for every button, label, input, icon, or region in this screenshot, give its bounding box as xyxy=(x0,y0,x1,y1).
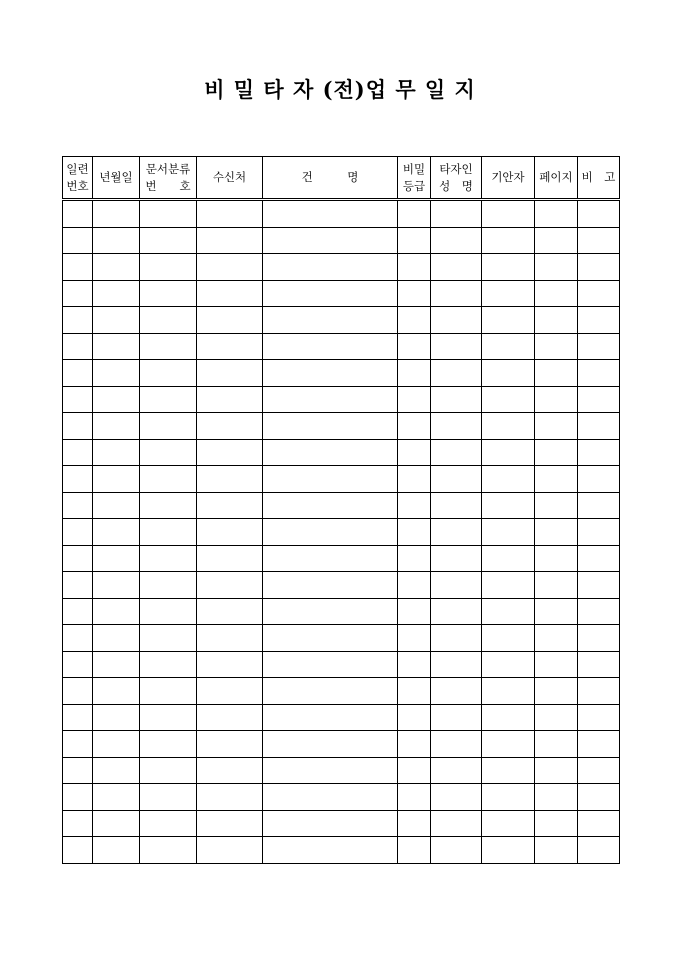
table-cell-serial[interactable] xyxy=(63,837,93,864)
table-cell-recipient[interactable] xyxy=(197,280,263,307)
table-cell-serial[interactable] xyxy=(63,360,93,387)
table-cell-drafter[interactable] xyxy=(482,598,535,625)
table-cell-pages[interactable] xyxy=(535,545,578,572)
table-cell-drafter[interactable] xyxy=(482,227,535,254)
table-cell-typist[interactable] xyxy=(431,386,482,413)
table-cell-secret_level[interactable] xyxy=(398,280,431,307)
table-cell-remarks[interactable] xyxy=(578,625,620,652)
header-remarks: 비 고 xyxy=(578,157,620,200)
table-cell-remarks[interactable] xyxy=(578,784,620,811)
table-cell-doc_class[interactable] xyxy=(140,386,197,413)
table-cell-pages[interactable] xyxy=(535,678,578,705)
table-cell-doc_class[interactable] xyxy=(140,837,197,864)
table-cell-pages[interactable] xyxy=(535,598,578,625)
table-cell-date[interactable] xyxy=(93,625,140,652)
table-cell-secret_level[interactable] xyxy=(398,519,431,546)
table-cell-typist[interactable] xyxy=(431,704,482,731)
table-cell-serial[interactable] xyxy=(63,678,93,705)
table-cell-pages[interactable] xyxy=(535,200,578,228)
table-cell-pages[interactable] xyxy=(535,360,578,387)
table-cell-secret_level[interactable] xyxy=(398,598,431,625)
table-cell-typist[interactable] xyxy=(431,227,482,254)
table-cell-secret_level[interactable] xyxy=(398,360,431,387)
table-row xyxy=(63,439,620,466)
table-cell-subject[interactable] xyxy=(263,572,398,599)
table-cell-remarks[interactable] xyxy=(578,439,620,466)
table-cell-secret_level[interactable] xyxy=(398,466,431,493)
table-cell-secret_level[interactable] xyxy=(398,492,431,519)
table-cell-recipient[interactable] xyxy=(197,413,263,440)
table-cell-secret_level[interactable] xyxy=(398,333,431,360)
table-cell-doc_class[interactable] xyxy=(140,598,197,625)
header-document-class-number: 문서분류 번 호 xyxy=(140,157,197,200)
table-cell-drafter[interactable] xyxy=(482,731,535,758)
table-cell-secret_level[interactable] xyxy=(398,413,431,440)
table-cell-serial[interactable] xyxy=(63,731,93,758)
table-cell-date[interactable] xyxy=(93,572,140,599)
table-cell-remarks[interactable] xyxy=(578,200,620,228)
table-row xyxy=(63,254,620,281)
table-cell-serial[interactable] xyxy=(63,200,93,228)
table-cell-drafter[interactable] xyxy=(482,625,535,652)
table-cell-subject[interactable] xyxy=(263,598,398,625)
table-cell-recipient[interactable] xyxy=(197,200,263,228)
table-cell-recipient[interactable] xyxy=(197,386,263,413)
table-cell-drafter[interactable] xyxy=(482,280,535,307)
table-cell-serial[interactable] xyxy=(63,572,93,599)
table-cell-typist[interactable] xyxy=(431,492,482,519)
table-cell-pages[interactable] xyxy=(535,333,578,360)
table-cell-doc_class[interactable] xyxy=(140,492,197,519)
table-cell-typist[interactable] xyxy=(431,360,482,387)
table-cell-drafter[interactable] xyxy=(482,810,535,837)
table-cell-recipient[interactable] xyxy=(197,466,263,493)
table-cell-date[interactable] xyxy=(93,598,140,625)
table-cell-typist[interactable] xyxy=(431,784,482,811)
table-cell-subject[interactable] xyxy=(263,837,398,864)
table-cell-remarks[interactable] xyxy=(578,492,620,519)
table-cell-typist[interactable] xyxy=(431,307,482,334)
table-cell-secret_level[interactable] xyxy=(398,545,431,572)
table-cell-subject[interactable] xyxy=(263,625,398,652)
table-cell-remarks[interactable] xyxy=(578,307,620,334)
table-cell-date[interactable] xyxy=(93,439,140,466)
table-cell-remarks[interactable] xyxy=(578,572,620,599)
table-cell-serial[interactable] xyxy=(63,757,93,784)
table-cell-doc_class[interactable] xyxy=(140,227,197,254)
header-drafter: 기안자 xyxy=(482,157,535,200)
table-cell-typist[interactable] xyxy=(431,837,482,864)
table-cell-pages[interactable] xyxy=(535,651,578,678)
table-cell-subject[interactable] xyxy=(263,651,398,678)
table-cell-drafter[interactable] xyxy=(482,572,535,599)
table-cell-subject[interactable] xyxy=(263,360,398,387)
table-row xyxy=(63,598,620,625)
table-cell-doc_class[interactable] xyxy=(140,360,197,387)
table-cell-recipient[interactable] xyxy=(197,439,263,466)
table-cell-doc_class[interactable] xyxy=(140,333,197,360)
table-cell-pages[interactable] xyxy=(535,784,578,811)
table-cell-doc_class[interactable] xyxy=(140,200,197,228)
table-cell-pages[interactable] xyxy=(535,572,578,599)
table-cell-secret_level[interactable] xyxy=(398,651,431,678)
table-row xyxy=(63,360,620,387)
table-cell-doc_class[interactable] xyxy=(140,413,197,440)
table-cell-serial[interactable] xyxy=(63,651,93,678)
table-cell-doc_class[interactable] xyxy=(140,757,197,784)
table-cell-serial[interactable] xyxy=(63,439,93,466)
table-cell-pages[interactable] xyxy=(535,625,578,652)
table-cell-subject[interactable] xyxy=(263,492,398,519)
table-cell-doc_class[interactable] xyxy=(140,810,197,837)
table-cell-pages[interactable] xyxy=(535,519,578,546)
table-cell-drafter[interactable] xyxy=(482,307,535,334)
table-cell-pages[interactable] xyxy=(535,837,578,864)
table-cell-secret_level[interactable] xyxy=(398,784,431,811)
table-cell-pages[interactable] xyxy=(535,307,578,334)
table-cell-secret_level[interactable] xyxy=(398,227,431,254)
table-cell-serial[interactable] xyxy=(63,784,93,811)
table-cell-remarks[interactable] xyxy=(578,810,620,837)
table-cell-date[interactable] xyxy=(93,731,140,758)
table-cell-recipient[interactable] xyxy=(197,227,263,254)
table-cell-secret_level[interactable] xyxy=(398,439,431,466)
table-cell-remarks[interactable] xyxy=(578,254,620,281)
table-cell-serial[interactable] xyxy=(63,413,93,440)
table-cell-pages[interactable] xyxy=(535,386,578,413)
table-cell-doc_class[interactable] xyxy=(140,784,197,811)
table-cell-typist[interactable] xyxy=(431,731,482,758)
table-cell-doc_class[interactable] xyxy=(140,307,197,334)
table-cell-date[interactable] xyxy=(93,519,140,546)
table-row xyxy=(63,200,620,228)
table-row xyxy=(63,678,620,705)
table-cell-recipient[interactable] xyxy=(197,360,263,387)
table-row xyxy=(63,386,620,413)
table-cell-recipient[interactable] xyxy=(197,704,263,731)
table-cell-secret_level[interactable] xyxy=(398,678,431,705)
table-cell-remarks[interactable] xyxy=(578,386,620,413)
table-cell-secret_level[interactable] xyxy=(398,254,431,281)
table-cell-doc_class[interactable] xyxy=(140,466,197,493)
table-cell-doc_class[interactable] xyxy=(140,280,197,307)
table-cell-subject[interactable] xyxy=(263,784,398,811)
table-cell-recipient[interactable] xyxy=(197,519,263,546)
table-cell-date[interactable] xyxy=(93,757,140,784)
table-cell-subject[interactable] xyxy=(263,704,398,731)
table-row xyxy=(63,572,620,599)
table-cell-drafter[interactable] xyxy=(482,466,535,493)
table-cell-typist[interactable] xyxy=(431,678,482,705)
table-cell-recipient[interactable] xyxy=(197,625,263,652)
table-cell-remarks[interactable] xyxy=(578,466,620,493)
table-cell-serial[interactable] xyxy=(63,386,93,413)
table-cell-doc_class[interactable] xyxy=(140,519,197,546)
table-cell-remarks[interactable] xyxy=(578,519,620,546)
table-cell-subject[interactable] xyxy=(263,413,398,440)
table-cell-drafter[interactable] xyxy=(482,492,535,519)
table-cell-typist[interactable] xyxy=(431,572,482,599)
table-cell-secret_level[interactable] xyxy=(398,625,431,652)
table-row xyxy=(63,810,620,837)
table-cell-date[interactable] xyxy=(93,678,140,705)
page-title: 비 밀 타 자 (전)업 무 일 지 xyxy=(204,77,476,102)
table-cell-secret_level[interactable] xyxy=(398,386,431,413)
table-cell-recipient[interactable] xyxy=(197,651,263,678)
table-cell-date[interactable] xyxy=(93,810,140,837)
table-cell-date[interactable] xyxy=(93,200,140,228)
table-cell-subject[interactable] xyxy=(263,254,398,281)
table-cell-subject[interactable] xyxy=(263,307,398,334)
table-row xyxy=(63,704,620,731)
table-cell-typist[interactable] xyxy=(431,439,482,466)
table-cell-remarks[interactable] xyxy=(578,678,620,705)
table-row xyxy=(63,307,620,334)
table-cell-pages[interactable] xyxy=(535,439,578,466)
table-cell-drafter[interactable] xyxy=(482,254,535,281)
table-cell-date[interactable] xyxy=(93,227,140,254)
table-cell-date[interactable] xyxy=(93,413,140,440)
table-cell-subject[interactable] xyxy=(263,731,398,758)
table-cell-remarks[interactable] xyxy=(578,227,620,254)
table-cell-serial[interactable] xyxy=(63,545,93,572)
header-date: 년월일 xyxy=(93,157,140,200)
table-cell-recipient[interactable] xyxy=(197,572,263,599)
table-cell-serial[interactable] xyxy=(63,227,93,254)
table-cell-typist[interactable] xyxy=(431,254,482,281)
table-cell-pages[interactable] xyxy=(535,731,578,758)
table-row xyxy=(63,492,620,519)
table-cell-remarks[interactable] xyxy=(578,837,620,864)
table-row xyxy=(63,625,620,652)
table-row xyxy=(63,280,620,307)
table-cell-drafter[interactable] xyxy=(482,757,535,784)
table-cell-subject[interactable] xyxy=(263,466,398,493)
table-cell-date[interactable] xyxy=(93,360,140,387)
table-row xyxy=(63,651,620,678)
table-cell-remarks[interactable] xyxy=(578,280,620,307)
table-cell-drafter[interactable] xyxy=(482,200,535,228)
table-row xyxy=(63,545,620,572)
table-cell-subject[interactable] xyxy=(263,545,398,572)
table-cell-typist[interactable] xyxy=(431,810,482,837)
table-cell-remarks[interactable] xyxy=(578,704,620,731)
table-cell-date[interactable] xyxy=(93,545,140,572)
table-cell-recipient[interactable] xyxy=(197,810,263,837)
table-cell-typist[interactable] xyxy=(431,200,482,228)
table-cell-doc_class[interactable] xyxy=(140,625,197,652)
table-cell-date[interactable] xyxy=(93,333,140,360)
header-secret-level: 비밀 등급 xyxy=(398,157,431,200)
table-cell-serial[interactable] xyxy=(63,598,93,625)
table-row xyxy=(63,731,620,758)
work-log-table xyxy=(62,156,620,864)
table-cell-drafter[interactable] xyxy=(482,837,535,864)
table-cell-remarks[interactable] xyxy=(578,545,620,572)
table-row xyxy=(63,519,620,546)
table-cell-subject[interactable] xyxy=(263,333,398,360)
table-cell-recipient[interactable] xyxy=(197,678,263,705)
table-cell-typist[interactable] xyxy=(431,651,482,678)
table-cell-secret_level[interactable] xyxy=(398,810,431,837)
table-cell-doc_class[interactable] xyxy=(140,572,197,599)
table-cell-subject[interactable] xyxy=(263,439,398,466)
table-cell-drafter[interactable] xyxy=(482,386,535,413)
table-cell-subject[interactable] xyxy=(263,678,398,705)
table-cell-serial[interactable] xyxy=(63,307,93,334)
table-cell-pages[interactable] xyxy=(535,704,578,731)
header-serial-number: 일련 번호 xyxy=(63,157,93,200)
table-cell-secret_level[interactable] xyxy=(398,731,431,758)
table-cell-serial[interactable] xyxy=(63,280,93,307)
table-cell-typist[interactable] xyxy=(431,519,482,546)
table-cell-secret_level[interactable] xyxy=(398,572,431,599)
table-cell-doc_class[interactable] xyxy=(140,545,197,572)
table-cell-recipient[interactable] xyxy=(197,731,263,758)
table-cell-serial[interactable] xyxy=(63,625,93,652)
table-cell-typist[interactable] xyxy=(431,598,482,625)
table-cell-pages[interactable] xyxy=(535,413,578,440)
header-row xyxy=(63,157,620,200)
table-cell-subject[interactable] xyxy=(263,519,398,546)
header-subject: 건 명 xyxy=(263,157,398,200)
table-cell-drafter[interactable] xyxy=(482,704,535,731)
table-cell-date[interactable] xyxy=(93,837,140,864)
table-cell-typist[interactable] xyxy=(431,413,482,440)
table-cell-drafter[interactable] xyxy=(482,519,535,546)
table-cell-serial[interactable] xyxy=(63,466,93,493)
table-cell-secret_level[interactable] xyxy=(398,757,431,784)
table-cell-secret_level[interactable] xyxy=(398,200,431,228)
table-cell-serial[interactable] xyxy=(63,704,93,731)
table-cell-recipient[interactable] xyxy=(197,837,263,864)
table-cell-remarks[interactable] xyxy=(578,360,620,387)
table-body xyxy=(63,200,620,864)
table-cell-pages[interactable] xyxy=(535,254,578,281)
table-cell-typist[interactable] xyxy=(431,333,482,360)
table-cell-serial[interactable] xyxy=(63,519,93,546)
table-cell-subject[interactable] xyxy=(263,200,398,228)
table-row xyxy=(63,466,620,493)
table-cell-typist[interactable] xyxy=(431,625,482,652)
table-cell-recipient[interactable] xyxy=(197,757,263,784)
table-row xyxy=(63,784,620,811)
table-cell-drafter[interactable] xyxy=(482,413,535,440)
table-cell-recipient[interactable] xyxy=(197,784,263,811)
table-cell-secret_level[interactable] xyxy=(398,837,431,864)
table-cell-subject[interactable] xyxy=(263,757,398,784)
table-cell-recipient[interactable] xyxy=(197,492,263,519)
table-cell-recipient[interactable] xyxy=(197,545,263,572)
table-cell-drafter[interactable] xyxy=(482,784,535,811)
table-cell-typist[interactable] xyxy=(431,280,482,307)
table-cell-remarks[interactable] xyxy=(578,333,620,360)
table-cell-drafter[interactable] xyxy=(482,545,535,572)
table-row xyxy=(63,333,620,360)
header-typist-name: 타자인 성 명 xyxy=(431,157,482,200)
table-cell-serial[interactable] xyxy=(63,254,93,281)
table-cell-pages[interactable] xyxy=(535,280,578,307)
table-cell-remarks[interactable] xyxy=(578,731,620,758)
table-cell-drafter[interactable] xyxy=(482,651,535,678)
table-cell-subject[interactable] xyxy=(263,280,398,307)
table-cell-typist[interactable] xyxy=(431,757,482,784)
table-cell-date[interactable] xyxy=(93,704,140,731)
table-cell-doc_class[interactable] xyxy=(140,651,197,678)
table-cell-pages[interactable] xyxy=(535,810,578,837)
table-cell-subject[interactable] xyxy=(263,386,398,413)
header-pages: 페이지 xyxy=(535,157,578,200)
table-cell-recipient[interactable] xyxy=(197,307,263,334)
table-cell-date[interactable] xyxy=(93,307,140,334)
table-cell-date[interactable] xyxy=(93,254,140,281)
table-cell-date[interactable] xyxy=(93,492,140,519)
table-cell-drafter[interactable] xyxy=(482,360,535,387)
table-cell-serial[interactable] xyxy=(63,810,93,837)
table-cell-doc_class[interactable] xyxy=(140,704,197,731)
table-cell-subject[interactable] xyxy=(263,810,398,837)
table-cell-remarks[interactable] xyxy=(578,651,620,678)
table-cell-secret_level[interactable] xyxy=(398,307,431,334)
table-cell-serial[interactable] xyxy=(63,492,93,519)
table-cell-doc_class[interactable] xyxy=(140,731,197,758)
table-cell-date[interactable] xyxy=(93,280,140,307)
table-row xyxy=(63,227,620,254)
table-cell-recipient[interactable] xyxy=(197,598,263,625)
table-cell-pages[interactable] xyxy=(535,466,578,493)
table-row xyxy=(63,757,620,784)
table-cell-serial[interactable] xyxy=(63,333,93,360)
table-cell-date[interactable] xyxy=(93,784,140,811)
table-cell-drafter[interactable] xyxy=(482,678,535,705)
table-cell-recipient[interactable] xyxy=(197,254,263,281)
table-cell-remarks[interactable] xyxy=(578,413,620,440)
table-cell-typist[interactable] xyxy=(431,466,482,493)
table-row xyxy=(63,413,620,440)
table-cell-drafter[interactable] xyxy=(482,333,535,360)
table-cell-secret_level[interactable] xyxy=(398,704,431,731)
table-cell-recipient[interactable] xyxy=(197,333,263,360)
header-recipient: 수신처 xyxy=(197,157,263,200)
table-cell-date[interactable] xyxy=(93,651,140,678)
table-cell-pages[interactable] xyxy=(535,757,578,784)
table-cell-remarks[interactable] xyxy=(578,757,620,784)
table-cell-doc_class[interactable] xyxy=(140,439,197,466)
table-cell-remarks[interactable] xyxy=(578,598,620,625)
table-cell-typist[interactable] xyxy=(431,545,482,572)
table-cell-doc_class[interactable] xyxy=(140,254,197,281)
table-cell-subject[interactable] xyxy=(263,227,398,254)
table-cell-pages[interactable] xyxy=(535,227,578,254)
table-cell-drafter[interactable] xyxy=(482,439,535,466)
table-row xyxy=(63,837,620,864)
table-cell-doc_class[interactable] xyxy=(140,678,197,705)
table-cell-date[interactable] xyxy=(93,466,140,493)
table-cell-date[interactable] xyxy=(93,386,140,413)
table-cell-pages[interactable] xyxy=(535,492,578,519)
